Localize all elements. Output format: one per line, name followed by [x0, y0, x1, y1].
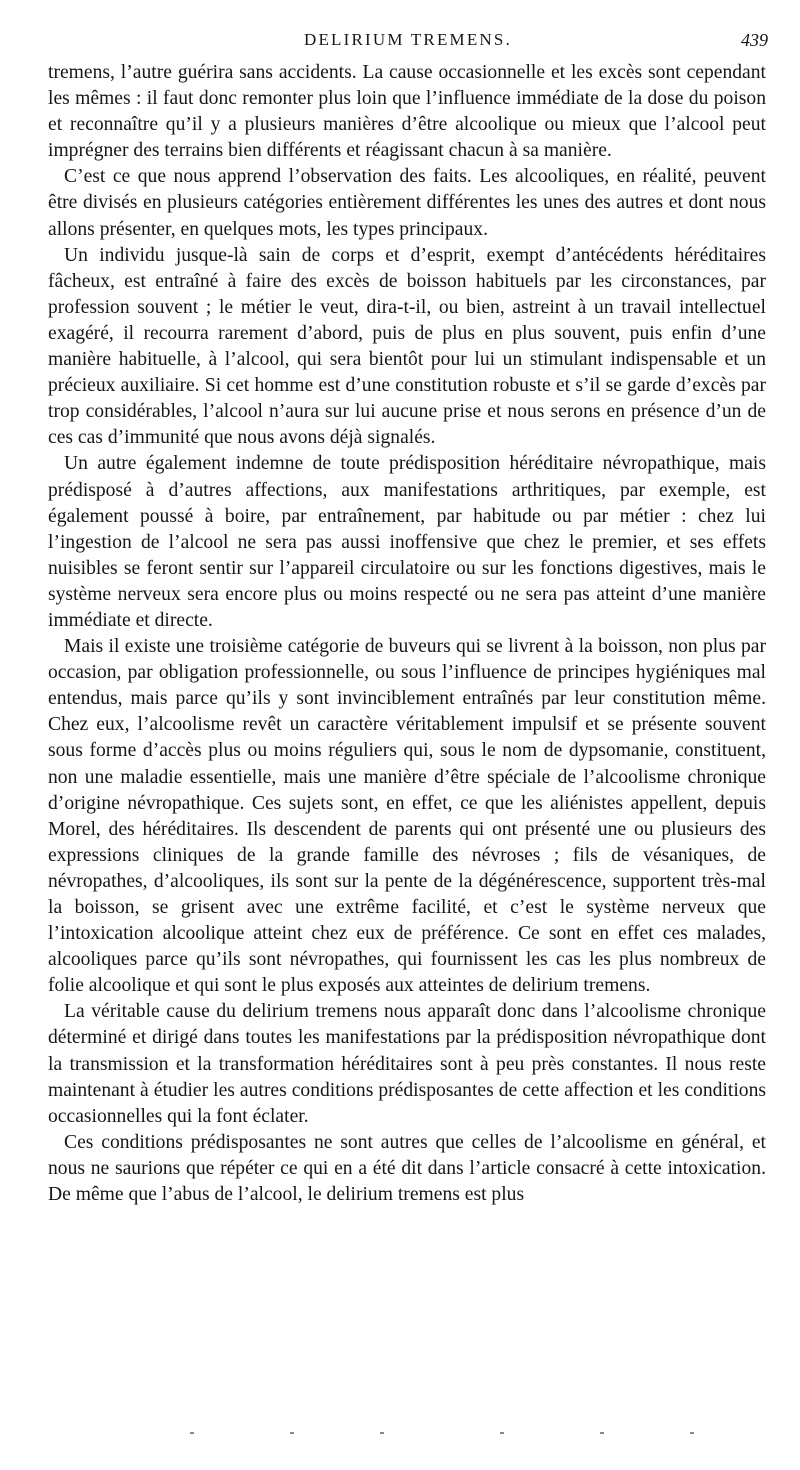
page-header [48, 30, 768, 54]
page-number: 439 [741, 30, 768, 50]
paragraph: Mais il existe une troisième catégorie de buveurs qui se livrent à la boisson, non plus par occasion, par obligation professionnelle, ou sous l’influence de principes hygiéniques mal entendus, mais parce qu’ils y sont invinciblement entraînés par leur constitution même. Chez eux, l’alcoolisme revêt un caractère véritablement impulsif et se présente souvent sous forme d’accès plus ou moins réguliers qui, sous le nom de dypsomanie, constituent, non une maladie essentielle, mais une manière d’être spéciale de l’alcoolisme chronique d’origine névropathique. Ces sujets sont, en effet, ce que les aliénistes appellent, depuis Morel, des héréditaires. Ils descendent de parents qui ont présenté une ou plusieurs des expressions cliniques de la grande famille des névroses ; fils de vésaniques, de névropathes, d’alcooliques, ils sont sur la pente de la dégénérescence, supportent très-mal la boisson, se grisent avec une extrême facilité, et c’est le système nerveux que l’intoxication alcoolique atteint chez eux de préférence. Ce sont en effet ces malades, alcooliques parce qu’ils sont névropathes, qui fournissent les cas les plus nombreux de folie alcoolique et qui sont le plus exposés aux atteintes de delirium tremens. [48, 636, 766, 997]
paragraph: Ces conditions prédisposantes ne sont autres que celles de l’alcoolisme en général, et nous ne saurions que répéter ce qui en a été dit dans l’article consacré à cette intoxication. De même que l’abus de l’alcool, le delirium tremens est plus [48, 1131, 766, 1206]
body-text [48, 60, 766, 1208]
paragraph: tremens, l’autre guérira sans accidents. La cause occasionnelle et les excès sont cependant les mêmes : il faut donc remonter plus loin que l’influence immédiate de la dose du poison et reconnaître qu’il y a plusieurs manières d’être alcoolique ou mieux que l’alcool peut imprégner des terrains bien différents et réagissant chacun à sa manière. [48, 62, 766, 162]
speck [690, 1432, 694, 1434]
footer-specks [170, 1432, 730, 1436]
paragraph: La véritable cause du delirium tremens nous apparaît donc dans l’alcoolisme chronique déterminé et dirigé dans toutes les manifestations par la prédisposition névropathique dont la transmission et la transformation héréditaires sont à peu près constantes. Il nous reste maintenant à étudier les autres conditions prédisposantes de cette affection et les conditions occasionnelles qui la font éclater. [48, 1001, 766, 1127]
paragraph: Un autre également indemne de toute prédisposition héréditaire névropathique, mais prédisposé à d’autres affections, aux manifestations arthritiques, par exemple, est également poussé à boire, par entraînement, par habitude ou par métier : chez lui l’ingestion de l’alcool ne sera pas aussi inoffensive que chez le premier, et ses effets nuisibles se feront sentir sur l’appareil circulatoire ou sur les fonctions digestives, mais le système nerveux sera encore plus ou moins respecté ou ne sera pas atteint d’une manière immédiate et directe. [48, 453, 766, 631]
speck [600, 1432, 604, 1434]
paragraph: Un individu jusque-là sain de corps et d’esprit, exempt d’antécédents héréditaires fâcheux, est entraîné à faire des excès de boisson habituels par les circonstances, par profession souvent ; le métier le veut, dira-t-il, ou bien, astreint à un travail intellectuel exagéré, il recourra rarement d’abord, puis de plus en plus souvent, puis enfin d’une manière habituelle, à l’alcool, qui sera bientôt pour lui un stimulant indispensable et un précieux auxiliaire. Si cet homme est d’une constitution robuste et s’il se garde d’excès par trop considérables, l’alcool n’aura sur lui aucune prise et nous serons en présence d’un de ces cas d’immunité que nous avons déjà signalés. [48, 244, 766, 449]
paragraph: C’est ce que nous apprend l’observation des faits. Les alcooliques, en réalité, peuvent être divisés en plusieurs catégories entièrement différentes les unes des autres et dont nous allons présenter, en quelques mots, les types principaux. [48, 166, 766, 240]
speck [190, 1432, 194, 1434]
running-title: DELIRIUM TREMENS. [303, 30, 513, 49]
speck [500, 1432, 504, 1434]
speck [380, 1432, 384, 1434]
speck [290, 1432, 294, 1434]
